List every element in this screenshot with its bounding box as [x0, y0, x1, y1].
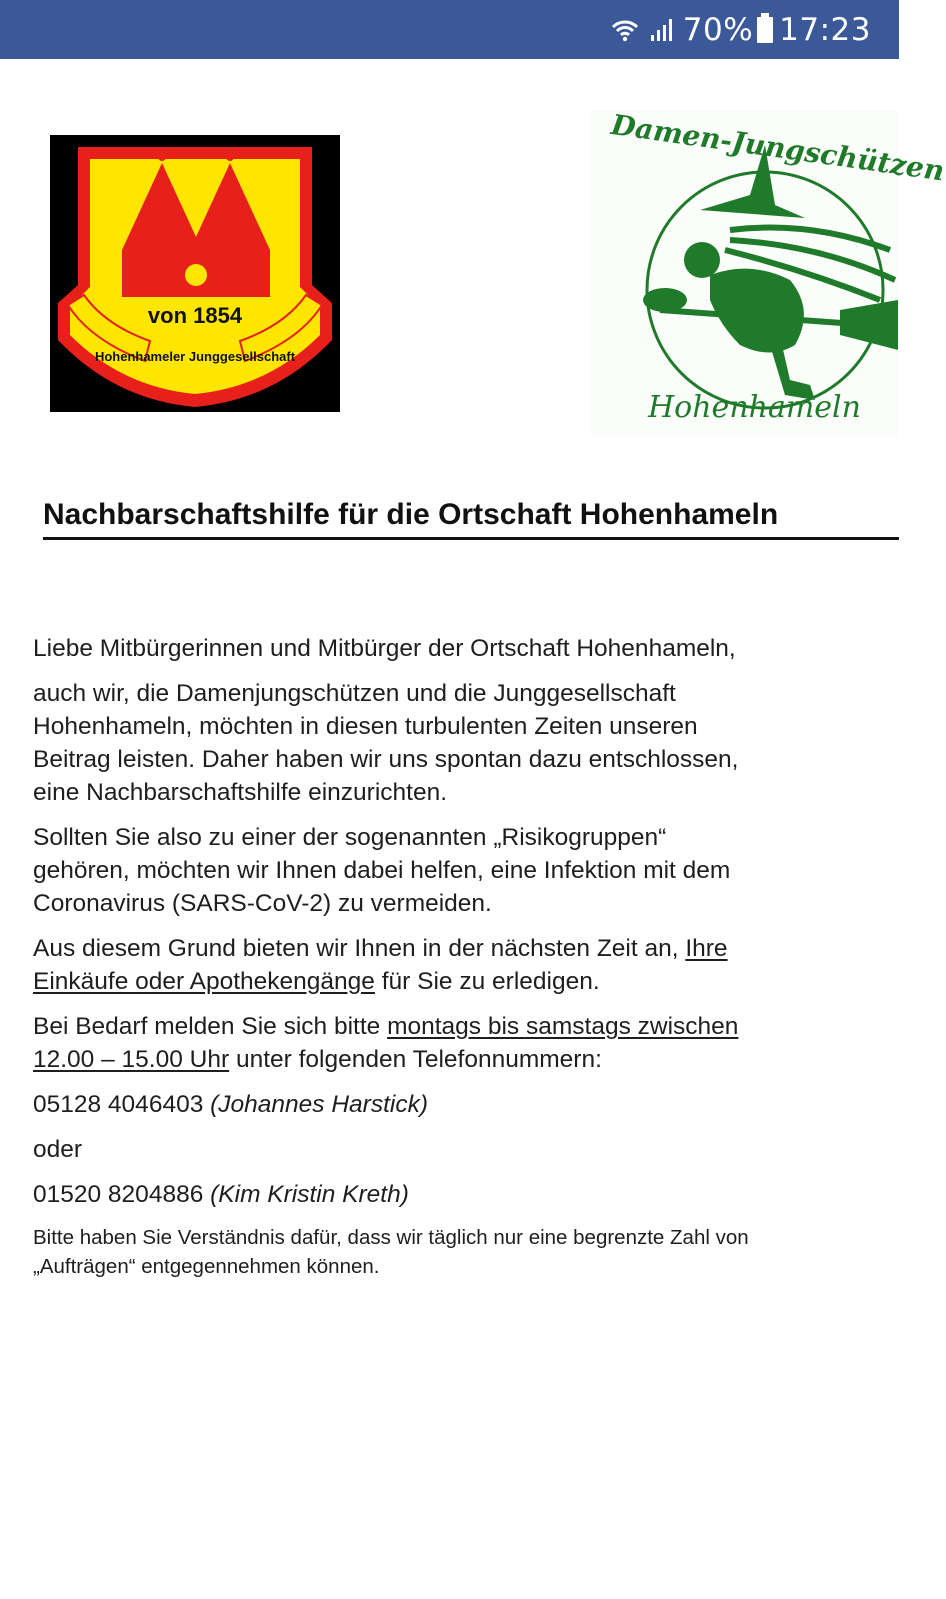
offer-underlined-2: Einkäufe oder Apothekengänge [33, 968, 375, 995]
line: gehören, möchten wir Ihnen dabei helfen, eine Infektion mit dem [33, 857, 731, 884]
contact-name-1: (Johannes Harstick) [210, 1091, 428, 1118]
paragraph-offer [33, 932, 899, 998]
hours-underlined-1: montags bis samstags zwischen [387, 1013, 739, 1040]
battery-icon [757, 17, 773, 43]
offer-text-end: für Sie zu erledigen. [374, 968, 600, 995]
line: Beitrag leisten. Daher haben wir uns spontan dazu entschlossen, [33, 746, 739, 773]
offer-underlined-1: Ihre [685, 935, 728, 962]
line [33, 1010, 899, 1043]
line: Sollten Sie also zu einer der sogenannten „Risikogruppen“ [33, 824, 667, 851]
hours-text-end: unter folgenden Telefonnummern: [229, 1046, 602, 1073]
contact-1 [33, 1088, 899, 1121]
logo-bottom-text: Hohenhameln [648, 390, 861, 425]
title-underline [43, 537, 899, 540]
phone-number-1: 05128 4046403 [33, 1091, 204, 1118]
damenjungschuetzen-logo [590, 108, 946, 436]
paragraph-intro [33, 677, 899, 809]
hours-underlined-2: 12.00 – 15.00 Uhr [33, 1046, 230, 1073]
greeting: Liebe Mitbürgerinnen und Mitbürger der Ortschaft Hohenhameln, [33, 635, 736, 662]
line [33, 932, 899, 965]
contact-2 [33, 1178, 899, 1211]
paragraph-risk-groups [33, 821, 899, 920]
line: eine Nachbarschaftshilfe einzurichten. [33, 779, 448, 806]
line [33, 1043, 899, 1076]
status-bar [0, 0, 899, 59]
junggesellschaft-logo [50, 135, 340, 412]
contact-name-2: (Kim Kristin Kreth) [210, 1181, 409, 1208]
hours-text: Bei Bedarf melden Sie sich bitte [33, 1013, 388, 1040]
signal-icon [649, 17, 677, 43]
offer-text: Aus diesem Grund bieten wir Ihnen in der nächsten Zeit an, [33, 935, 686, 962]
logo-ribbon-text: Hohenhameler Junggesellschaft [94, 349, 296, 364]
line: auch wir, die Damenjungschützen und die Junggesellschaft [33, 680, 676, 707]
line [33, 965, 899, 998]
clock: 17:23 [779, 11, 871, 48]
wifi-icon [611, 16, 639, 44]
phone-number-2: 01520 8204886 [33, 1181, 204, 1208]
paragraph-hours [33, 1010, 899, 1076]
line: Bitte haben Sie Verständnis dafür, dass wir täglich nur eine begrenzte Zahl von [33, 1226, 749, 1249]
closing-note [33, 1223, 899, 1281]
line: „Aufträgen“ entgegennehmen können. [33, 1255, 380, 1278]
battery-percent: 70% [682, 11, 754, 48]
line: Hohenhameln, möchten in diesen turbulenten Zeiten unseren [33, 713, 698, 740]
logo-arc-text: Damen-Jungschützen [609, 108, 946, 188]
or-text: oder [33, 1136, 83, 1163]
page-title: Nachbarschaftshilfe für die Ortschaft Hohenhameln [43, 498, 779, 531]
line: Coronavirus (SARS-CoV-2) zu vermeiden. [33, 890, 492, 917]
logo-year: von 1854 [147, 303, 243, 328]
letter-body [33, 632, 899, 1293]
